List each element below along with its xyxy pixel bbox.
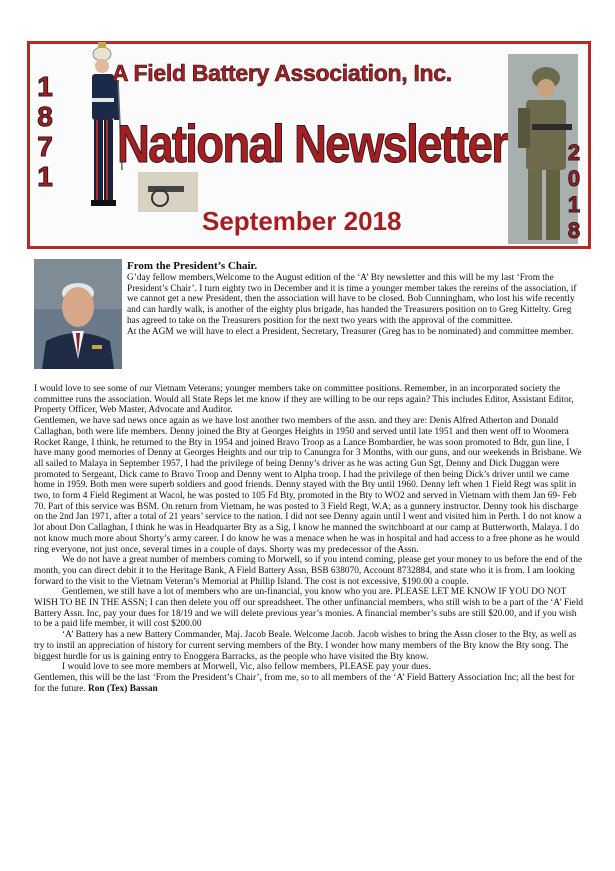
closing-text: Gentlemen, this will be the last ‘From the President’s Chair’, from me, so to all members of the ‘A’ Field Battery Association Inc; all the best for for the future.: [34, 672, 575, 694]
intro-paragraph: G’day fellow members,Welcome to the August edition of the ‘A’ Bty newsletter and this will be my last ‘From the President’s Chair’. I turn eighty two in December and it is time a younger member takes the rereins of the association, if we cannot get a new President, then the association will have to be closed. Bob Cunningham, who lost his wife recently and can hardly walk, is another of the eighty plus brigade, has handed the Treasurers position on to Greg Kittelty. Greg has agreed to take on the Treasurers position for the next two years with the approval of the committee.: [127, 273, 577, 326]
year-digit: 0: [567, 166, 581, 191]
year-digit: 2: [567, 140, 581, 165]
year-digit: 1: [37, 161, 53, 192]
year-digit: 8: [567, 218, 581, 243]
cannon-illustration: [138, 172, 198, 212]
closing-paragraph: [34, 673, 586, 694]
body-paragraph: I would love to see some of our Vietnam Veterans; younger members take on committee positions. Remember, in an incorporated society the committee runs the association. Would all State Reps let me know if they are willing to be our reps again? This includes Editor, Assistant Editor, Property Officer, Web Master, Advocate and Auditor.: [34, 384, 574, 416]
year-digit: 1: [37, 71, 53, 102]
year-digit: 1: [567, 192, 581, 217]
signature: Ron (Tex) Bassan: [87, 683, 158, 694]
year-digit: 8: [37, 101, 53, 132]
current-year: [564, 140, 584, 244]
article-body: [34, 384, 586, 694]
president-photo: [34, 259, 122, 369]
association-name: A Field Battery Association, Inc.: [112, 60, 452, 86]
article-heading: From the President’s Chair.: [127, 260, 258, 272]
year-digit: 7: [37, 131, 53, 162]
body-paragraph: Gentlemen, we still have a lot of members who are un-financial, you know who you are. PLEASE LET ME KNOW IF YOU DO NOT WISH TO BE IN THE ASSN; I can then delete you off our spreadsheet. The other unfinancial members, who still wish to be a part of the ‘A’ Field Battery Assn. Inc, pay your dues for 18/19 and we will delete previous year’s monies. A financial member’s subs are still $20.00, and if you wish to be a paid life member, it will cost $200.00: [34, 587, 584, 630]
intro-paragraph: At the AGM we will have to elect a President, Secretary, Treasurer (Greg has to be nominated) and committee member.: [127, 326, 574, 337]
body-paragraph: Gentlemen, we have sad news once again as we have lost another two members of the assn. and they are: Denis Alfred Atherton and Donald Callaghan, both were life members. Denny joined the Bty at Georges Heights in 1950 and served until late 1951 and then went off to Woomera Rocket Range, I think, he returned to the Bty in 1954 and joined Bravo Troop as a Lance Bombardier, he was soon promoted to Bdr, gun line, I have many good memories of Denny at Georges Heights and our trip to Canungra for 3 Months, with our guns, and our weekends in Brisbane. We all sailed to Malaya in September 1957, I had the privilege of being Denny’s driver as he was acting Gun Sgt, Denny and Dick Duggan were promoted to Sergeant, Dick came to Bravo Troop and Denny went to Alpha troop. I had the privilege of then being Dick’s driver until we came home in 1959. Both men were superb soldiers and good friends. Denny stayed with the Bty until 1960. Denny left when 1 Field Regt was split in two, to form 4 Field Regiment at Wacol, he was posted to 105 Fd Bty, promoted in the Bty to WO2 and served in Vietnam with them Jan 69- Feb 70. Part of this service was BSM. On return from Vietnam, he was posted to 3 Field Regt, W.A; as a gunnery instructor. Denny took his discharge on the 2nd Jan 1971, after a total of 21 years’ service to the nation. I did not see Denny again until I went and visited him in Perth. I do not know a lot about Don Callaghan, I think he was in Headquarter Bty as a Sig, I know he manned the switchboard at our camp at Butterworth, Malaya. I do not know much more about Shorty’s army career. I do know he was a menace when he was in hospital and had access to a free phone as he would ring everyone, not just once, several times in a couple of days. Shorty was my predecessor of the Assn.: [34, 416, 582, 555]
body-paragraph: I would love to see more members at Morwell, Vic, also fellow members, PLEASE pay your dues.: [62, 662, 431, 673]
newsletter-title: National Newsletter: [117, 115, 508, 174]
body-paragraph: ‘A’ Battery has a new Battery Commander, Maj. Jacob Beale. Welcome Jacob. Jacob wishes to bring the Assn closer to the Bty, as well as try to instil an appreciation of history for current serving members of the Bty. I wonder how many members of the Bty know the Bty song. The biggest hurdle for us is gaining entry to Enoggera Barracks, as the people who have visited the Bty know.: [34, 630, 577, 662]
article-intro: [127, 273, 582, 337]
newsletter-banner: [27, 41, 591, 249]
issue-date: September 2018: [202, 206, 402, 236]
body-paragraph: We do not have a great number of members coming to Morwell, so if you intend coming, please get your money to us before the end of the month, you can direct debit it to the Heritage Bank, A Field Battery Assn, BSB 638070, Account 8732884, and state who it is from. I am looking forward to the visit to the Vietnam Veteran’s Memorial at Phillip Island. The cost is not excessive, $190.00 a couple.: [34, 555, 583, 587]
founding-year: [35, 72, 55, 192]
